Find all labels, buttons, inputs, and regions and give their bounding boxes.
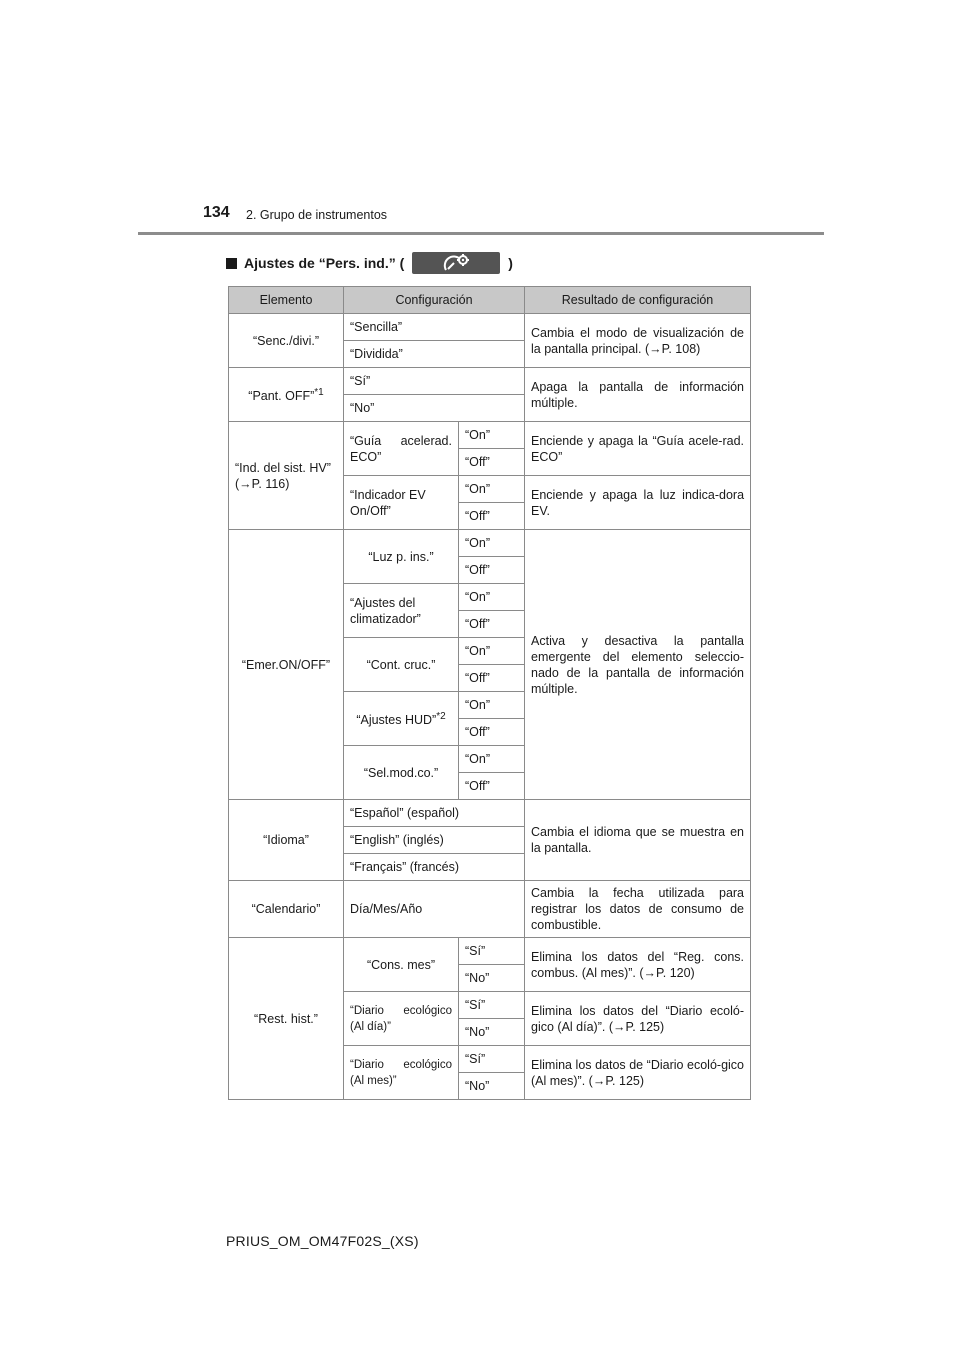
subitem-cell: “Diario ecológico (Al día)” [344, 992, 459, 1046]
table-row [229, 938, 751, 965]
result-cell: Apaga la pantalla de información múltiple. [525, 368, 751, 422]
item-cell: “Emer.ON/OFF” [229, 530, 344, 800]
option-cell: “No” [459, 1019, 525, 1046]
result-cell: Elimina los datos del “Reg. cons. combus. (Al mes)”. (→P. 120) [525, 938, 751, 992]
result-cell: Elimina los datos de “Diario ecoló-gico (Al mes)”. (→P. 125) [525, 1046, 751, 1100]
option-cell: “On” [459, 638, 525, 665]
option-cell: “On” [459, 692, 525, 719]
option-cell: “Sí” [459, 1046, 525, 1073]
item-cell: “Ind. del sist. HV” (→P. 116) [229, 422, 344, 530]
option-cell: “Français” (francés) [344, 854, 525, 881]
table-row [229, 881, 751, 938]
header-elemento: Elemento [229, 287, 344, 314]
gauge-settings-icon [412, 252, 500, 274]
option-cell: “Off” [459, 503, 525, 530]
result-cell: Cambia la fecha utilizada para registrar los datos de consumo de combustible. [525, 881, 751, 938]
table-row [229, 422, 751, 449]
option-cell: Día/Mes/Año [344, 881, 525, 938]
document-code: PRIUS_OM_OM47F02S_(XS) [226, 1233, 419, 1249]
table-row [229, 314, 751, 341]
option-cell: “English” (inglés) [344, 827, 525, 854]
subitem-cell: “Luz p. ins.” [344, 530, 459, 584]
option-cell: “Off” [459, 449, 525, 476]
footnote-ref: *2 [436, 710, 446, 722]
subitem-label: “Ajustes HUD” [356, 713, 437, 728]
option-cell: “On” [459, 746, 525, 773]
result-cell: Enciende y apaga la luz indica-dora EV. [525, 476, 751, 530]
option-cell: “On” [459, 422, 525, 449]
option-cell: “Off” [459, 719, 525, 746]
square-bullet-icon [226, 258, 237, 269]
page-number: 134 [203, 204, 230, 221]
subitem-cell: “Sel.mod.co.” [344, 746, 459, 800]
option-cell: “Off” [459, 557, 525, 584]
item-cell: “Idioma” [229, 800, 344, 881]
item-cell: “Rest. hist.” [229, 938, 344, 1100]
option-cell: “Off” [459, 665, 525, 692]
subitem-cell: “Ajustes del climatizador” [344, 584, 459, 638]
table-header-row [229, 287, 751, 314]
settings-heading [226, 252, 513, 274]
subitem-cell: “Indicador EV On/Off” [344, 476, 459, 530]
option-cell: “On” [459, 530, 525, 557]
header-resultado: Resultado de configuración [525, 287, 751, 314]
item-cell: “Senc./divi.” [229, 314, 344, 368]
table-row [229, 800, 751, 827]
option-cell: “No” [459, 1073, 525, 1100]
result-cell: Cambia el modo de visualización de la pantalla principal. (→P. 108) [525, 314, 751, 368]
option-cell: “Sí” [459, 938, 525, 965]
section-title: 2. Grupo de instrumentos [246, 208, 388, 222]
item-cell: “Calendario” [229, 881, 344, 938]
heading-suffix: ) [508, 255, 513, 271]
footnote-ref: *1 [314, 386, 324, 398]
option-cell: “Off” [459, 773, 525, 800]
result-cell: Enciende y apaga la “Guía acele-rad. ECO” [525, 422, 751, 476]
option-cell: “Off” [459, 611, 525, 638]
subitem-cell [344, 692, 459, 746]
option-cell: “No” [344, 395, 525, 422]
item-label: “Pant. OFF” [248, 389, 315, 404]
table-row [229, 530, 751, 557]
option-cell: “Sí” [344, 368, 525, 395]
subitem-cell: “Cont. cruc.” [344, 638, 459, 692]
result-cell: Activa y desactiva la pantalla emergente del elemento seleccio-nado de la pantalla de información múltiple. [525, 530, 751, 800]
subitem-cell: “Diario ecológico (Al mes)” [344, 1046, 459, 1100]
settings-table [228, 286, 751, 1100]
result-cell: Elimina los datos del “Diario ecoló-gico (Al día)”. (→P. 125) [525, 992, 751, 1046]
subitem-cell: “Cons. mes” [344, 938, 459, 992]
option-cell: “Sí” [459, 992, 525, 1019]
table-row [229, 368, 751, 395]
item-cell [229, 368, 344, 422]
header-configuracion: Configuración [344, 287, 525, 314]
header-divider [138, 232, 824, 235]
option-cell: “Español” (español) [344, 800, 525, 827]
option-cell: “Dividida” [344, 341, 525, 368]
subitem-cell: “Guía acelerad. ECO” [344, 422, 459, 476]
option-cell: “On” [459, 584, 525, 611]
option-cell: “No” [459, 965, 525, 992]
option-cell: “On” [459, 476, 525, 503]
result-cell: Cambia el idioma que se muestra en la pantalla. [525, 800, 751, 881]
heading-text: Ajustes de “Pers. ind.” ( [244, 255, 405, 271]
option-cell: “Sencilla” [344, 314, 525, 341]
